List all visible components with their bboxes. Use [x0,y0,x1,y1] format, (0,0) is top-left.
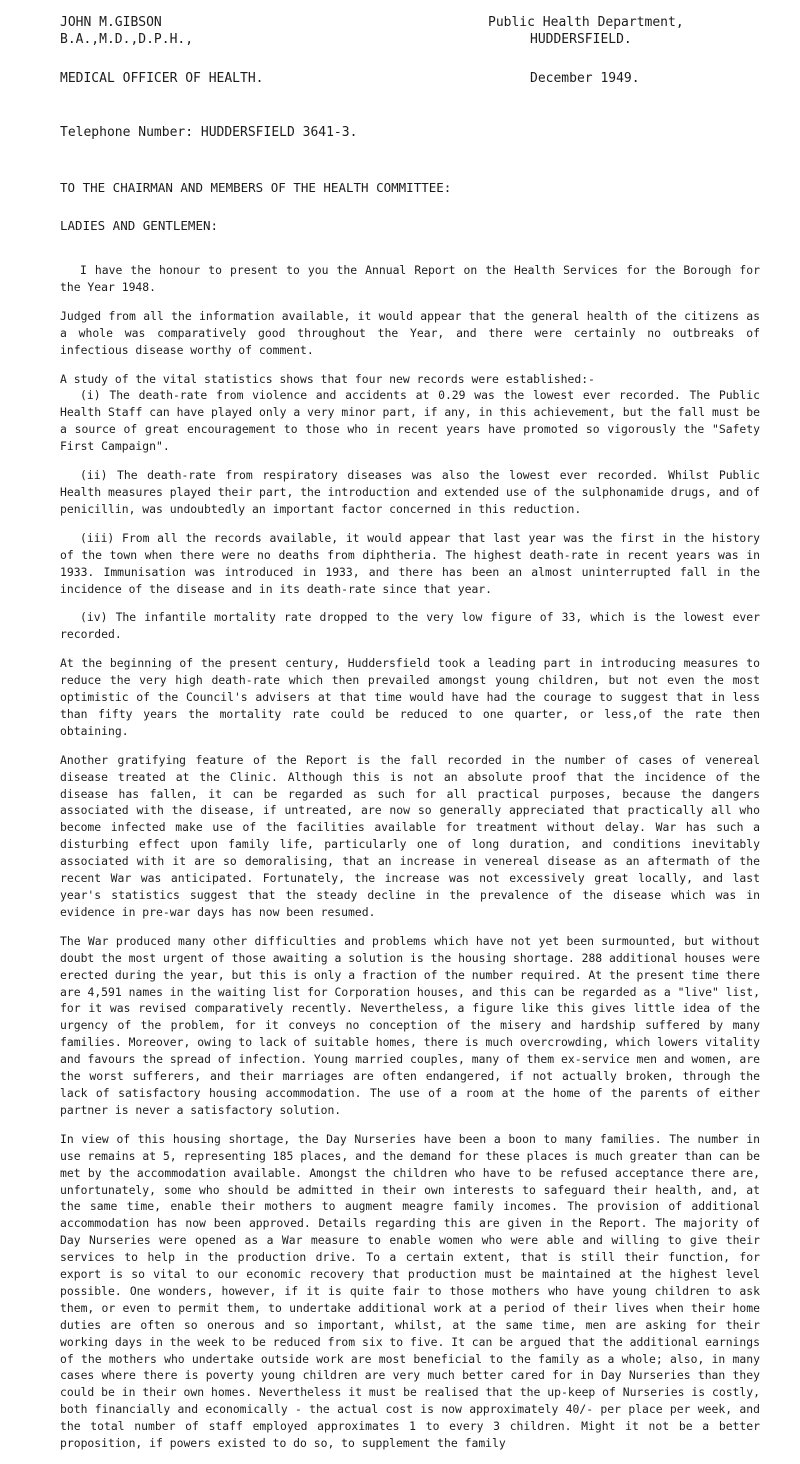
record-item-infantile: (iv) The infantile mortality rate dropped to the very low figure of 33, which is the lowest ever recorded. [60,610,760,642]
department-block [488,14,684,48]
telephone-number: Telephone Number: HUDDERSFIELD 3641-3. [60,125,358,140]
paragraph-records-intro: A study of the vital statistics shows that four new records were established:- [60,371,595,386]
report-date: December 1949. [530,71,640,86]
department-town: HUDDERSFIELD. [530,32,632,47]
record-item-violence: (i) The death-rate from violence and accidents at 0.29 was the lowest ever recorded. The Public Health Staff can have played only a very minor part, if any, in this achievement, but the fall must be a source of great encouragement to those who in recent years have promoted so vigorously the "Safety First Campaign". [60,388,760,454]
paragraph-intro: I have the honour to present to you the Annual Report on the Health Services for the Borough for the Year 1948. [60,263,760,294]
address-line: TO THE CHAIRMAN AND MEMBERS OF THE HEALTH COMMITTEE: [60,180,452,195]
greeting-line: LADIES AND GENTLEMEN: [60,218,219,233]
author-degrees: B.A.,M.D.,D.P.H., [60,32,194,47]
author-block [60,14,193,48]
paragraph-huddersfield-history: At the beginning of the present century, Huddersfield took a leading part in introducing measures to reduce the very high death-rate which then prevailed amongst young children, but not even the most optimistic of the Council's advisers at that time would have had the courage to suggest that in less than fifty years the mortality rate could be reduced to one quarter, or less,of the rate then obtaining. [60,656,760,738]
paragraph-housing: The War produced many other difficulties and problems which have not yet been surmounted, but without doubt the most urgent of those awaiting a solution is the housing shortage. 288 additional houses were erected during the year, but this is only a fraction of the number required. At the present time there are 4,591 names in the waiting list for Corporation houses, and this can be regarded as a "live" list, for it was revised comparatively recently. Nevertheless, a figure like this gives little idea of the urgency of the problem, for it conveys no conception of the misery and hardship suffered by many families. Moreover, owing to lack of suitable homes, there is much overcrowding, which lowers vitality and favours the spread of infection. Young married couples, many of them ex-service men and women, are the worst sufferers, and their marriages are often endangered, if not actually broken, through the lack of satisfactory housing accommodation. The use of a room at the home of the parents of either partner is never a satisfactory solution. [60,933,760,1117]
report-body [60,262,760,1464]
record-item-respiratory: (ii) The death-rate from respiratory diseases was also the lowest ever recorded. Whilst Public Health measures played their part, the introduction and extended use of the sulphonamide drugs, and of penicillin, was undoubtedly an important factor concerned in this reduction. [60,468,760,516]
paragraph-general-health: Judged from all the information available, it would appear that the general health of the citizens as a whole was comparatively good throughout the Year, and there were certainly no outbreaks of infectious disease worthy of comment. [60,308,760,357]
record-item-diphtheria: (iii) From all the records available, it would appear that last year was the first in the history of the town when there were no deaths from diphtheria. The highest death-rate in recent years was in 1933. Immunisation was introduced in 1933, and there has been an almost uninterrupted fall in the incidence of the disease and in its death-rate since that year. [60,530,760,596]
author-title: MEDICAL OFFICER OF HEALTH. [60,71,264,86]
paragraph-day-nurseries: In view of this housing shortage, the Day Nurseries have been a boon to many families. The number in use remains at 5, representing 185 places, and the demand for these places is much greater than can be met by the accommodation available. Amongst the children who have to be refused acceptance there are, unfortunately, some who should be admitted in their own interests to safeguard their health, and, at the same time, enable their mothers to augment meagre family incomes. The provision of additional accommodation has now been approved. Details regarding this are given in the Report. The majority of Day Nurseries were opened as a War measure to enable women who were able and willing to give their services to help in the production drive. To a certain extent, that is still their function, for export is so vital to our economic recovery that production must be maintained at the highest level possible. One wonders, however, if it is quite fair to those mothers who have young children to ask them, or even to permit them, to undertake additional work at a period of their lives when their home duties are often so onerous and so important, whilst, at the same time, men are asking for their working days in the week to be reduced from six to five. It can be argued that the additional earnings of the mothers who undertake outside work are most beneficial to the family as a whole; also, in many cases where there is poverty young children are very much better cared for in Day Nurseries than they could be in their own homes. Nevertheless it must be realised that the up-keep of Nurseries is costly, both financially and economically - the actual cost is now approximately 40/- per place per week, and the total number of staff employed approximates 1 to every 3 children. Might it not be a better proposition, if powers existed to do so, to supplement the family [60,1131,760,1451]
author-name: JOHN M.GIBSON [60,15,162,30]
paragraph-venereal-disease: Another gratifying feature of the Report is the fall recorded in the number of cases of venereal disease treated at the Clinic. Although this is not an absolute proof that the incidence of the disease has fallen, it can be regarded as such for all practical purposes, because the dangers associated with the disease, if untreated, are now so generally appreciated that practically all who become infected make use of the facilities available for treatment without delay. War has such a disturbing effect upon family life, particularly one of long duration, and conditions inevitably associated with it are so demoralising, that an increase in venereal disease as an aftermath of the recent War was anticipated. Fortunately, the increase was not excessively great locally, and last year's statistics suggest that the steady decline in the prevalence of the disease which was in evidence in pre-war days has now been resumed. [60,752,760,919]
department-name: Public Health Department, [488,15,684,30]
